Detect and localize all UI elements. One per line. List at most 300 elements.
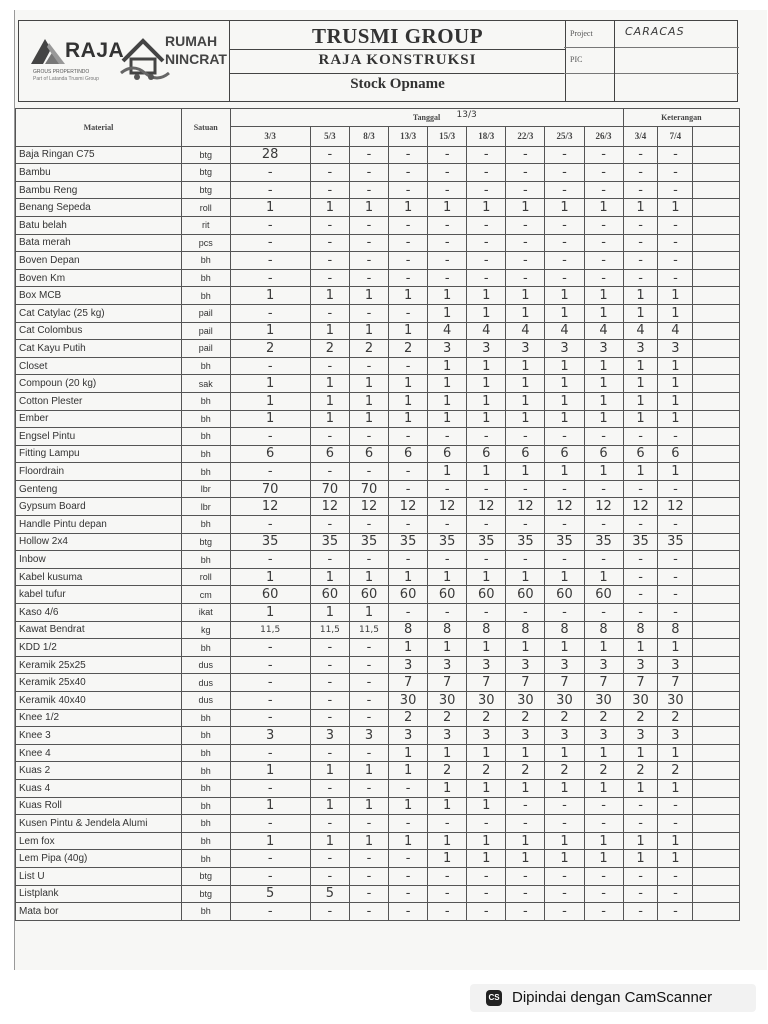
satuan-cell: bh — [181, 392, 230, 410]
material-cell: Kuas 2 — [16, 762, 182, 780]
quantity-cell: 35 — [545, 533, 584, 551]
quantity-cell: 12 — [230, 498, 310, 516]
material-cell: Kusen Pintu & Jendela Alumi — [16, 815, 182, 833]
pic-label: PIC — [570, 55, 583, 64]
blank-cell — [693, 903, 740, 921]
quantity-cell: - — [623, 885, 658, 903]
quantity-cell: 7 — [506, 674, 545, 692]
quantity-cell: - — [506, 164, 545, 182]
quantity-cell: 1 — [584, 304, 623, 322]
blank-cell — [693, 375, 740, 393]
quantity-cell: 30 — [545, 692, 584, 710]
material-cell: Gypsum Board — [16, 498, 182, 516]
quantity-cell: 1 — [623, 832, 658, 850]
quantity-cell: 1 — [658, 639, 693, 657]
quantity-cell: 6 — [389, 445, 428, 463]
quantity-cell: 1 — [658, 392, 693, 410]
quantity-cell: 1 — [623, 199, 658, 217]
quantity-cell: - — [545, 604, 584, 622]
blank-cell — [693, 568, 740, 586]
quantity-cell: - — [428, 216, 467, 234]
material-cell: Lem Pipa (40g) — [16, 850, 182, 868]
quantity-cell: - — [658, 146, 693, 164]
table-row — [16, 164, 740, 182]
quantity-cell: - — [389, 357, 428, 375]
material-cell: Kuas 4 — [16, 779, 182, 797]
table-row — [16, 410, 740, 428]
quantity-cell: - — [467, 146, 506, 164]
quantity-cell: 1 — [545, 744, 584, 762]
table-row — [16, 621, 740, 639]
quantity-cell: 1 — [428, 850, 467, 868]
quantity-cell: 1 — [584, 375, 623, 393]
quantity-cell: 7 — [467, 674, 506, 692]
quantity-cell: 1 — [623, 463, 658, 481]
stock-table — [15, 108, 740, 921]
quantity-cell: - — [230, 709, 310, 727]
satuan-cell: bh — [181, 269, 230, 287]
blank-cell — [693, 692, 740, 710]
quantity-cell: - — [230, 903, 310, 921]
quantity-cell: 1 — [467, 375, 506, 393]
quantity-cell: - — [349, 850, 388, 868]
blank-cell — [693, 480, 740, 498]
quantity-cell: 60 — [584, 586, 623, 604]
quantity-cell: 6 — [584, 445, 623, 463]
quantity-cell: 1 — [506, 287, 545, 305]
raja-logo — [31, 31, 126, 91]
quantity-cell: - — [658, 885, 693, 903]
quantity-cell: - — [349, 639, 388, 657]
quantity-cell: 1 — [506, 463, 545, 481]
quantity-cell: - — [428, 252, 467, 270]
blank-cell — [693, 867, 740, 885]
quantity-cell: 5 — [310, 885, 349, 903]
quantity-cell: - — [545, 815, 584, 833]
blank-cell — [693, 269, 740, 287]
blank-cell — [693, 551, 740, 569]
quantity-cell: - — [389, 269, 428, 287]
quantity-cell: 1 — [584, 832, 623, 850]
quantity-cell: 1 — [584, 639, 623, 657]
camscanner-watermark — [470, 984, 756, 1012]
quantity-cell: 1 — [658, 832, 693, 850]
pic-label-row — [564, 47, 614, 74]
quantity-cell: - — [584, 480, 623, 498]
quantity-cell: - — [545, 797, 584, 815]
quantity-cell: 3 — [467, 727, 506, 745]
quantity-cell: 1 — [310, 832, 349, 850]
satuan-cell: bh — [181, 779, 230, 797]
quantity-cell: 60 — [506, 586, 545, 604]
quantity-cell: 60 — [349, 586, 388, 604]
quantity-cell: - — [467, 815, 506, 833]
quantity-cell: 1 — [349, 287, 388, 305]
material-cell: Listplank — [16, 885, 182, 903]
table-row — [16, 269, 740, 287]
quantity-cell: 1 — [658, 744, 693, 762]
quantity-cell: - — [310, 709, 349, 727]
blank-cell — [693, 533, 740, 551]
title-division: RAJA KONSTRUKSI — [318, 52, 477, 68]
quantity-cell: 1 — [349, 568, 388, 586]
material-cell: Closet — [16, 357, 182, 375]
quantity-cell: 7 — [584, 674, 623, 692]
quantity-cell: 30 — [584, 692, 623, 710]
quantity-cell: - — [349, 674, 388, 692]
satuan-cell: roll — [181, 199, 230, 217]
quantity-cell: 1 — [428, 304, 467, 322]
quantity-cell: - — [584, 216, 623, 234]
quantity-cell: 60 — [310, 586, 349, 604]
quantity-cell: - — [623, 234, 658, 252]
table-row — [16, 604, 740, 622]
quantity-cell: 1 — [623, 850, 658, 868]
material-cell: Inbow — [16, 551, 182, 569]
quantity-cell: - — [623, 480, 658, 498]
satuan-cell: pail — [181, 304, 230, 322]
quantity-cell: - — [623, 181, 658, 199]
quantity-cell: - — [230, 639, 310, 657]
quantity-cell: 35 — [310, 533, 349, 551]
quantity-cell: - — [230, 269, 310, 287]
quantity-cell: 35 — [623, 533, 658, 551]
header-tanggal — [230, 109, 623, 127]
quantity-cell: - — [467, 867, 506, 885]
blank-cell — [693, 885, 740, 903]
quantity-cell: 6 — [623, 445, 658, 463]
quantity-cell: - — [506, 181, 545, 199]
satuan-cell: bh — [181, 639, 230, 657]
quantity-cell: - — [545, 216, 584, 234]
table-row — [16, 674, 740, 692]
quantity-cell: 1 — [506, 304, 545, 322]
blank-cell — [693, 832, 740, 850]
quantity-cell: 1 — [545, 463, 584, 481]
quantity-cell: - — [389, 604, 428, 622]
quantity-cell: - — [658, 516, 693, 534]
quantity-cell: - — [310, 269, 349, 287]
quantity-cell: 1 — [506, 779, 545, 797]
quantity-cell: 28 — [230, 146, 310, 164]
table-row — [16, 357, 740, 375]
quantity-cell: - — [658, 568, 693, 586]
quantity-cell: 12 — [658, 498, 693, 516]
quantity-cell: - — [389, 551, 428, 569]
blank-cell — [693, 164, 740, 182]
material-cell: Kawat Bendrat — [16, 621, 182, 639]
title-company: TRUSMI GROUP — [311, 24, 484, 48]
quantity-cell: - — [230, 181, 310, 199]
title-divider — [230, 49, 565, 50]
quantity-cell: - — [506, 480, 545, 498]
quantity-cell: - — [428, 181, 467, 199]
quantity-cell: - — [584, 885, 623, 903]
quantity-cell: 1 — [467, 392, 506, 410]
quantity-cell: 1 — [389, 392, 428, 410]
quantity-cell: 1 — [584, 357, 623, 375]
quantity-cell: - — [389, 850, 428, 868]
quantity-cell: 2 — [623, 762, 658, 780]
quantity-cell: - — [349, 252, 388, 270]
table-row — [16, 199, 740, 217]
blank-cell — [693, 357, 740, 375]
quantity-cell: - — [545, 234, 584, 252]
quantity-cell: - — [545, 181, 584, 199]
quantity-cell: - — [506, 867, 545, 885]
quantity-cell: - — [349, 709, 388, 727]
quantity-cell: 7 — [428, 674, 467, 692]
quantity-cell: - — [389, 181, 428, 199]
date-header: 5/3 — [310, 126, 349, 146]
quantity-cell: - — [467, 269, 506, 287]
quantity-cell: 4 — [545, 322, 584, 340]
quantity-cell: - — [623, 428, 658, 446]
quantity-cell: 1 — [428, 797, 467, 815]
blank-cell — [693, 287, 740, 305]
date-header: 15/3 — [428, 126, 467, 146]
blank-cell — [693, 498, 740, 516]
quantity-cell: - — [310, 164, 349, 182]
quantity-cell: 2 — [230, 340, 310, 358]
pic-value-row — [615, 47, 739, 74]
material-cell: Bata merah — [16, 234, 182, 252]
quantity-cell: 2 — [506, 709, 545, 727]
quantity-cell: - — [545, 867, 584, 885]
table-row — [16, 832, 740, 850]
quantity-cell: 1 — [467, 357, 506, 375]
quantity-cell: - — [428, 815, 467, 833]
quantity-cell: 35 — [584, 533, 623, 551]
table-row — [16, 903, 740, 921]
quantity-cell: 35 — [658, 533, 693, 551]
quantity-cell: 1 — [584, 850, 623, 868]
quantity-cell: 1 — [545, 410, 584, 428]
quantity-cell: 3 — [310, 727, 349, 745]
quantity-cell: 1 — [584, 287, 623, 305]
satuan-cell: roll — [181, 568, 230, 586]
quantity-cell: - — [310, 304, 349, 322]
quantity-cell: 1 — [623, 639, 658, 657]
quantity-cell: - — [623, 269, 658, 287]
quantity-cell: - — [506, 797, 545, 815]
quantity-cell: 12 — [310, 498, 349, 516]
quantity-cell: 2 — [658, 762, 693, 780]
quantity-cell: - — [623, 903, 658, 921]
blank-cell — [693, 392, 740, 410]
quantity-cell: 2 — [310, 340, 349, 358]
header-satuan: Satuan — [181, 109, 230, 147]
quantity-cell: 1 — [428, 568, 467, 586]
quantity-cell: 1 — [467, 779, 506, 797]
quantity-cell: 1 — [658, 357, 693, 375]
blank-cell — [693, 797, 740, 815]
quantity-cell: - — [428, 551, 467, 569]
quantity-cell: - — [658, 586, 693, 604]
quantity-cell: 3 — [658, 727, 693, 745]
material-cell: Keramik 25x25 — [16, 656, 182, 674]
quantity-cell: 1 — [389, 287, 428, 305]
quantity-cell: 8 — [467, 621, 506, 639]
quantity-cell: - — [230, 867, 310, 885]
quantity-cell: 7 — [545, 674, 584, 692]
quantity-cell: 3 — [623, 656, 658, 674]
quantity-cell: - — [349, 885, 388, 903]
quantity-cell: 2 — [467, 762, 506, 780]
material-cell: Cat Colombus — [16, 322, 182, 340]
date-header: 8/3 — [349, 126, 388, 146]
material-cell: Floordrain — [16, 463, 182, 481]
quantity-cell: - — [658, 480, 693, 498]
satuan-cell: dus — [181, 656, 230, 674]
quantity-cell: 1 — [506, 410, 545, 428]
quantity-cell: 3 — [584, 340, 623, 358]
quantity-cell: - — [389, 463, 428, 481]
quantity-cell: - — [623, 604, 658, 622]
quantity-cell: - — [584, 234, 623, 252]
quantity-cell: - — [389, 903, 428, 921]
table-row — [16, 551, 740, 569]
satuan-cell: dus — [181, 674, 230, 692]
satuan-cell: bh — [181, 850, 230, 868]
satuan-cell: bh — [181, 252, 230, 270]
quantity-cell: 6 — [428, 445, 467, 463]
quantity-cell: 6 — [545, 445, 584, 463]
quantity-cell: 1 — [467, 639, 506, 657]
quantity-cell: 70 — [230, 480, 310, 498]
blank-cell — [693, 709, 740, 727]
quantity-cell: - — [658, 181, 693, 199]
table-row — [16, 815, 740, 833]
satuan-cell: kg — [181, 621, 230, 639]
material-cell: Knee 1/2 — [16, 709, 182, 727]
quantity-cell: 5 — [230, 885, 310, 903]
quantity-cell: 3 — [428, 340, 467, 358]
quantity-cell: 1 — [623, 375, 658, 393]
quantity-cell: 1 — [584, 744, 623, 762]
quantity-cell: - — [545, 516, 584, 534]
table-row — [16, 744, 740, 762]
satuan-cell: bh — [181, 903, 230, 921]
quantity-cell: 1 — [389, 797, 428, 815]
quantity-cell: 2 — [467, 709, 506, 727]
quantity-cell: 3 — [428, 656, 467, 674]
quantity-cell: 35 — [230, 533, 310, 551]
material-cell: Boven Km — [16, 269, 182, 287]
quantity-cell: 1 — [545, 199, 584, 217]
quantity-cell: 1 — [658, 287, 693, 305]
quantity-cell: - — [389, 480, 428, 498]
quantity-cell: 4 — [658, 322, 693, 340]
satuan-cell: lbr — [181, 498, 230, 516]
quantity-cell: - — [428, 885, 467, 903]
quantity-cell: 1 — [545, 287, 584, 305]
quantity-cell: 1 — [230, 199, 310, 217]
quantity-cell: 3 — [467, 656, 506, 674]
form-header — [18, 20, 738, 102]
title-document: Stock Opname — [350, 76, 445, 92]
quantity-cell: 1 — [389, 375, 428, 393]
quantity-cell: 1 — [349, 832, 388, 850]
blank-cell — [693, 639, 740, 657]
quantity-cell: 60 — [467, 586, 506, 604]
quantity-cell: 6 — [230, 445, 310, 463]
satuan-cell: pcs — [181, 234, 230, 252]
quantity-cell: 3 — [506, 727, 545, 745]
satuan-cell: bh — [181, 709, 230, 727]
quantity-cell: 8 — [658, 621, 693, 639]
quantity-cell: - — [467, 516, 506, 534]
quantity-cell: 1 — [310, 199, 349, 217]
quantity-cell: - — [310, 551, 349, 569]
table-row — [16, 533, 740, 551]
quantity-cell: - — [584, 903, 623, 921]
quantity-cell: - — [389, 885, 428, 903]
quantity-cell: - — [310, 181, 349, 199]
quantity-cell: - — [349, 304, 388, 322]
quantity-cell: 1 — [584, 410, 623, 428]
quantity-cell: 1 — [658, 850, 693, 868]
quantity-cell: - — [349, 779, 388, 797]
quantity-cell: 1 — [623, 287, 658, 305]
quantity-cell: - — [584, 815, 623, 833]
quantity-cell: 2 — [545, 762, 584, 780]
quantity-cell: - — [506, 216, 545, 234]
blank-cell — [693, 586, 740, 604]
quantity-cell: - — [467, 885, 506, 903]
material-cell: Engsel Pintu — [16, 428, 182, 446]
quantity-cell: 1 — [230, 568, 310, 586]
quantity-cell: - — [658, 428, 693, 446]
quantity-cell: 1 — [349, 392, 388, 410]
satuan-cell: bh — [181, 551, 230, 569]
table-row — [16, 445, 740, 463]
quantity-cell: 6 — [349, 445, 388, 463]
quantity-cell: 2 — [506, 762, 545, 780]
quantity-cell: 1 — [310, 568, 349, 586]
quantity-cell: 1 — [467, 797, 506, 815]
quantity-cell: - — [467, 604, 506, 622]
quantity-cell: 2 — [584, 762, 623, 780]
quantity-cell: 3 — [658, 340, 693, 358]
quantity-cell: 3 — [230, 727, 310, 745]
quantity-cell: - — [230, 779, 310, 797]
quantity-cell: - — [310, 779, 349, 797]
quantity-cell: 60 — [230, 586, 310, 604]
quantity-cell: 1 — [389, 568, 428, 586]
quantity-cell: 1 — [389, 762, 428, 780]
quantity-cell: 11,5 — [310, 621, 349, 639]
satuan-cell: bh — [181, 428, 230, 446]
quantity-cell: - — [389, 779, 428, 797]
quantity-cell: - — [349, 357, 388, 375]
quantity-cell: - — [310, 815, 349, 833]
quantity-cell: - — [584, 797, 623, 815]
quantity-cell: - — [310, 146, 349, 164]
quantity-cell: 2 — [545, 709, 584, 727]
quantity-cell: - — [428, 867, 467, 885]
satuan-cell: bh — [181, 463, 230, 481]
satuan-cell: bh — [181, 797, 230, 815]
quantity-cell: - — [623, 867, 658, 885]
quantity-cell: - — [506, 885, 545, 903]
quantity-cell: - — [545, 146, 584, 164]
quantity-cell: - — [584, 181, 623, 199]
quantity-cell: 1 — [310, 604, 349, 622]
quantity-cell: 2 — [389, 709, 428, 727]
quantity-cell: - — [658, 216, 693, 234]
quantity-cell: 1 — [467, 832, 506, 850]
